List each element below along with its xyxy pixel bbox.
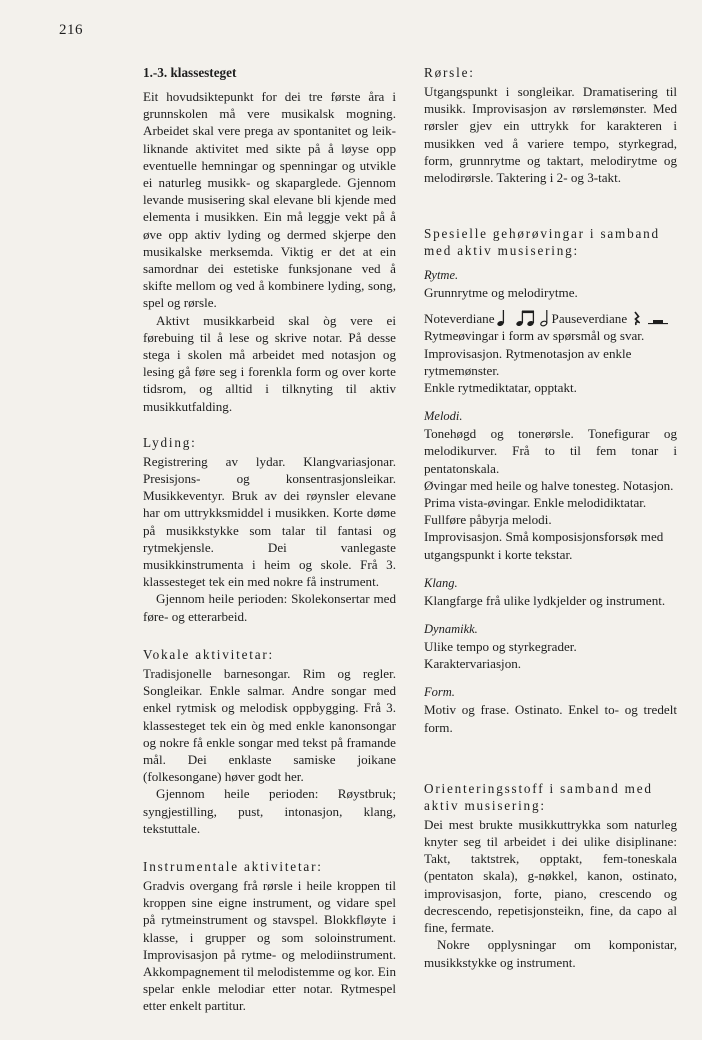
melodi-paragraph: Tonehøgd og tonerørsle. Tonefigurar og melodikurver. Frå to til fem tonar i pentatonskala. xyxy=(424,426,677,476)
dynamikk-label: Dynamikk. xyxy=(424,622,478,637)
vokale-paragraph: Tradisjonelle barnesongar. Rim og regler. Songleikar. Enkle salmar. Andre songar med enkel rytmisk og melodisk oppbygging. Frå 3. klassesteget tek ein òg med enkle kanonsongar og nokre få enkle songar med tekst på framande mål. Dei enklaste samiske joikane (folkesongane) høver godt her. xyxy=(143,665,396,785)
gehoer-heading: Spesielle gehørøvingar i samband med aktiv musisering: xyxy=(424,226,660,259)
rytme-paragraph-4: Enkle rytmediktatar, opptakt. xyxy=(424,380,577,396)
melodi-label: Melodi. xyxy=(424,409,463,424)
pauseverdiane-label: Pauseverdiane xyxy=(551,311,628,327)
left-column xyxy=(143,64,396,1015)
melodi-paragraph-4: Fullføre påbyrja melodi. xyxy=(424,512,552,528)
rytme-paragraph-3: Improvisasjon. Rytmenotasjon av enkle rytmemønster. xyxy=(424,345,632,378)
klang-label: Klang. xyxy=(424,575,458,590)
melodi-paragraph-2: Øvingar med heile og halve tonesteg. Notasjon. xyxy=(424,477,674,493)
instrumentale-heading: Instrumentale aktivitetar: xyxy=(143,858,323,874)
right-column xyxy=(424,64,677,971)
lyding-paragraph-2: Gjennom heile perioden: Skolekonsertar med føre- og etterarbeid. xyxy=(143,591,396,624)
instrumentale-paragraph: Gradvis overgang frå rørsle i heile kroppen til kroppen sine eigne instrument, og vidare spel på rytmeinstrument og stavspel. Blokkfløyte i klasse, i grupper og som soloinstrument. Improvisasjon på rytme- og melodiinstrument. Akkompagnement til melodistemme og kor. Ein spelar enkle melodiar etter notar. Rytmespel etter enkelt partitur. xyxy=(143,877,396,1014)
quarter-note-icon xyxy=(497,309,506,327)
lyding-heading: Lyding: xyxy=(143,434,197,450)
rytme-label: Rytme. xyxy=(424,268,459,283)
half-note-icon xyxy=(540,309,550,327)
klang-paragraph: Klangfarge frå ulike lydkjelder og instrument. xyxy=(424,592,666,608)
vokale-heading: Vokale aktivitetar: xyxy=(143,646,274,662)
orientering-heading: Orienteringsstoff i samband med aktiv musisering: xyxy=(424,780,653,813)
orientering-paragraph-2: Nokre opplysningar om komponistar, musikkstykke og instrument. xyxy=(424,937,677,970)
rytme-paragraph: Grunnrytme og melodirytme. xyxy=(424,285,578,301)
form-paragraph: Motiv og frase. Ostinato. Enkel to- og tredelt form. xyxy=(424,702,677,735)
eighth-note-pair-icon xyxy=(516,309,536,327)
orientering-paragraph: Dei mest brukte musikkuttrykka som naturleg knyter seg til arbeidet i dei ulike disiplinane: Takt, taktstrek, opptakt, fem-toneskala (pentaton skala), g-nøkkel, kanon, ostinato, improvisasjon, forte, piano, crescendo og decrescendo, repetisjonsteikn, fine, da capo al fine, fermate. xyxy=(424,816,677,936)
form-label: Form. xyxy=(424,685,455,700)
quarter-rest-icon xyxy=(633,309,640,327)
note-values-line xyxy=(424,309,677,327)
intro-paragraph-2: Aktivt musikkarbeid skal òg vere ei førebuing til å lese og skrive notar. På desse stega i skolen må arbeidet med notasjon og lesing gå føre seg i forenkla form og over korte tidsrom, og alltid i tilknyting til aktiv musikkutfalding. xyxy=(143,312,396,414)
dynamikk-paragraph: Ulike tempo og styrkegrader. xyxy=(424,639,577,655)
melodi-paragraph-3: Prima vista-øvingar. Enkle melodidiktatar. xyxy=(424,495,647,511)
dynamikk-paragraph-2: Karaktervariasjon. xyxy=(424,656,522,672)
rorsle-paragraph: Utgangspunkt i songleikar. Dramatisering til musikk. Improvisasjon av rørslemønster. Med rørsler gjev ein uttrykk for karakteren i musikken ved å variere tempo, styrkegrad, form, grunnrytme og taktart, melodirytme og melodirørsle. Taktering i 2- og 3-takt. xyxy=(424,84,677,186)
vokale-paragraph-2: Gjennom heile perioden: Røystbruk; syngjestilling, pust, intonasjon, klang, tekstuttale. xyxy=(143,786,396,836)
intro-paragraph: Eit hovudsiktepunkt for dei tre første åra i grunnskolen må vere musikalsk mogning. Arbeidet skal vere prega av spontanitet og leik-liknande aktivitet med sikte på å løyse opp eventuelle hemningar og spenningar og utvikle ei naturleg musikk- og skaparglede. Gjennom levande musisering skal elevane bli kjende med elementa i musikken. Ein må leggje vekt på å øve opp aktiv lyding og dermed skjerpe den musikalske merksemda. Viktig er det at ein samordnar dei estetiske funksjonane ved å skifte mellom og ved å kombinere lyding, song, spel og rørsle. xyxy=(143,89,396,311)
noteverdiane-label: Noteverdiane xyxy=(424,311,495,327)
rorsle-heading: Rørsle: xyxy=(424,65,475,80)
half-rest-icon xyxy=(648,309,668,327)
melodi-paragraph-5: Improvisasjon. Små komposisjonsforsøk med utgangspunkt i korte tekstar. xyxy=(424,529,664,562)
rytme-paragraph-2: Rytmeøvingar i form av spørsmål og svar. xyxy=(424,328,645,344)
section-heading: 1.-3. klassesteget xyxy=(143,65,237,80)
lyding-paragraph: Registrering av lydar. Klangvariasjonar. Presisjons- og konsentrasjonsleikar. Musikkeventyr. Bruk av dei røynsler elevane har om uttrykksmiddel i musikken. Korte døme på musikkstykke som talar til fantasi og rytmekjensle. Dei vanlegaste musikkinstrumenta i heim og skole. Frå 3. klassesteget tek ein med nokre få instrument. xyxy=(143,453,396,590)
page-number: 216 xyxy=(59,22,83,38)
